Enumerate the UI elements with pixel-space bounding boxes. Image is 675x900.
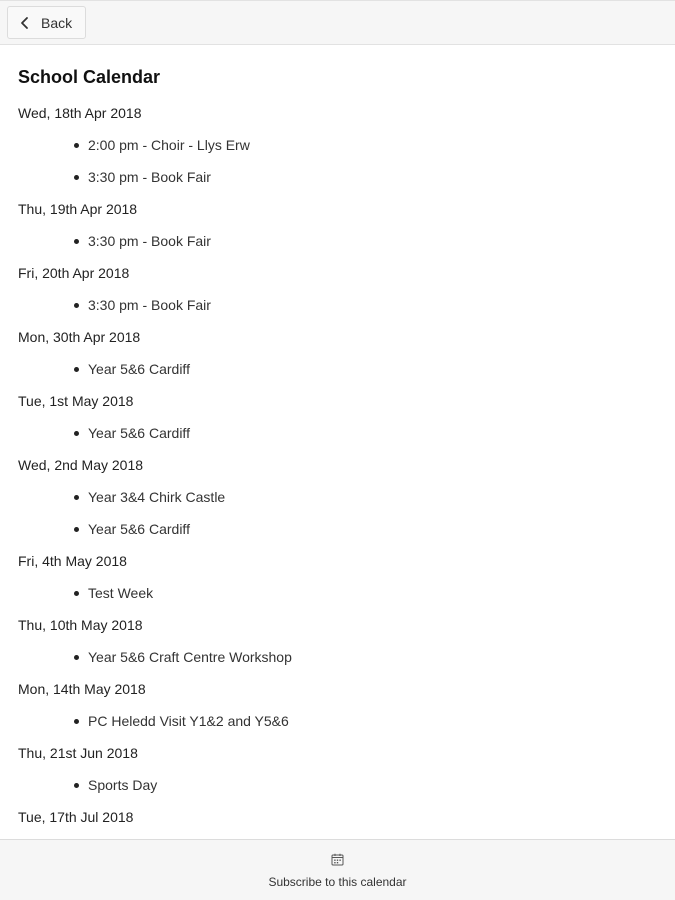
bullet-icon bbox=[74, 303, 79, 308]
event-label: 3:30 pm - Book Fair bbox=[88, 297, 211, 313]
back-button[interactable] bbox=[7, 6, 86, 39]
chevron-left-icon bbox=[19, 16, 31, 30]
event-label: 2:00 pm - Choir - Llys Erw bbox=[88, 137, 250, 153]
event-item[interactable] bbox=[18, 425, 658, 441]
bullet-icon bbox=[74, 591, 79, 596]
calendar-icon bbox=[331, 853, 344, 866]
event-label: Year 5&6 Cardiff bbox=[88, 361, 190, 377]
page-title: School Calendar bbox=[18, 67, 161, 87]
top-bar bbox=[0, 0, 675, 45]
event-item[interactable] bbox=[18, 169, 658, 185]
subscribe-button[interactable] bbox=[0, 839, 675, 900]
event-list bbox=[18, 777, 658, 793]
calendar-list bbox=[18, 105, 658, 839]
event-label: Year 5&6 Craft Centre Workshop bbox=[88, 649, 292, 665]
event-label: Year 5&6 Cardiff bbox=[88, 521, 190, 537]
date-heading: Wed, 18th Apr 2018 bbox=[18, 105, 142, 121]
date-heading: Thu, 21st Jun 2018 bbox=[18, 745, 138, 761]
event-list bbox=[18, 649, 658, 665]
date-heading: Tue, 1st May 2018 bbox=[18, 393, 134, 409]
event-item[interactable] bbox=[18, 521, 658, 537]
event-item[interactable] bbox=[18, 137, 658, 153]
event-item[interactable] bbox=[18, 361, 658, 377]
bullet-icon bbox=[74, 655, 79, 660]
calendar-day bbox=[18, 105, 658, 185]
calendar-day bbox=[18, 553, 658, 601]
date-heading: Fri, 20th Apr 2018 bbox=[18, 265, 130, 281]
date-heading: Mon, 14th May 2018 bbox=[18, 681, 146, 697]
subscribe-label: Subscribe to this calendar bbox=[268, 875, 407, 889]
event-label: 3:30 pm - Book Fair bbox=[88, 169, 211, 185]
event-item[interactable] bbox=[18, 489, 658, 505]
bullet-icon bbox=[74, 527, 79, 532]
bullet-icon bbox=[74, 143, 79, 148]
event-list bbox=[18, 489, 658, 537]
event-label: 3:30 pm - Book Fair bbox=[88, 233, 211, 249]
date-heading: Thu, 10th May 2018 bbox=[18, 617, 143, 633]
event-item[interactable] bbox=[18, 585, 658, 601]
event-label: Year 3&4 Chirk Castle bbox=[88, 489, 226, 505]
date-heading: Tue, 17th Jul 2018 bbox=[18, 809, 134, 825]
event-item[interactable] bbox=[18, 233, 658, 249]
event-list bbox=[18, 233, 658, 249]
back-label: Back bbox=[41, 14, 73, 31]
calendar-day bbox=[18, 265, 658, 313]
event-label: Test Week bbox=[88, 585, 154, 601]
event-item[interactable] bbox=[18, 713, 658, 729]
calendar-day bbox=[18, 745, 658, 793]
bullet-icon bbox=[74, 431, 79, 436]
date-heading: Thu, 19th Apr 2018 bbox=[18, 201, 138, 217]
calendar-day bbox=[18, 681, 658, 729]
calendar-day bbox=[18, 329, 658, 377]
date-heading: Wed, 2nd May 2018 bbox=[18, 457, 144, 473]
bullet-icon bbox=[74, 719, 79, 724]
bullet-icon bbox=[74, 367, 79, 372]
event-list bbox=[18, 137, 658, 185]
event-item[interactable] bbox=[18, 777, 658, 793]
event-label: PC Heledd Visit Y1&2 and Y5&6 bbox=[88, 713, 289, 729]
calendar-day bbox=[18, 201, 658, 249]
content-area bbox=[18, 45, 658, 839]
bullet-icon bbox=[74, 175, 79, 180]
bullet-icon bbox=[74, 239, 79, 244]
event-list bbox=[18, 297, 658, 313]
event-list bbox=[18, 425, 658, 441]
bullet-icon bbox=[74, 495, 79, 500]
date-heading: Mon, 30th Apr 2018 bbox=[18, 329, 141, 345]
event-label: Year 5&6 Cardiff bbox=[88, 425, 190, 441]
calendar-day bbox=[18, 457, 658, 537]
event-list bbox=[18, 713, 658, 729]
calendar-day bbox=[18, 617, 658, 665]
event-item[interactable] bbox=[18, 649, 658, 665]
date-heading: Fri, 4th May 2018 bbox=[18, 553, 127, 569]
event-list bbox=[18, 585, 658, 601]
calendar-day bbox=[18, 809, 658, 825]
event-label: Sports Day bbox=[88, 777, 158, 793]
event-list bbox=[18, 361, 658, 377]
event-item[interactable] bbox=[18, 297, 658, 313]
calendar-day bbox=[18, 393, 658, 441]
bullet-icon bbox=[74, 783, 79, 788]
